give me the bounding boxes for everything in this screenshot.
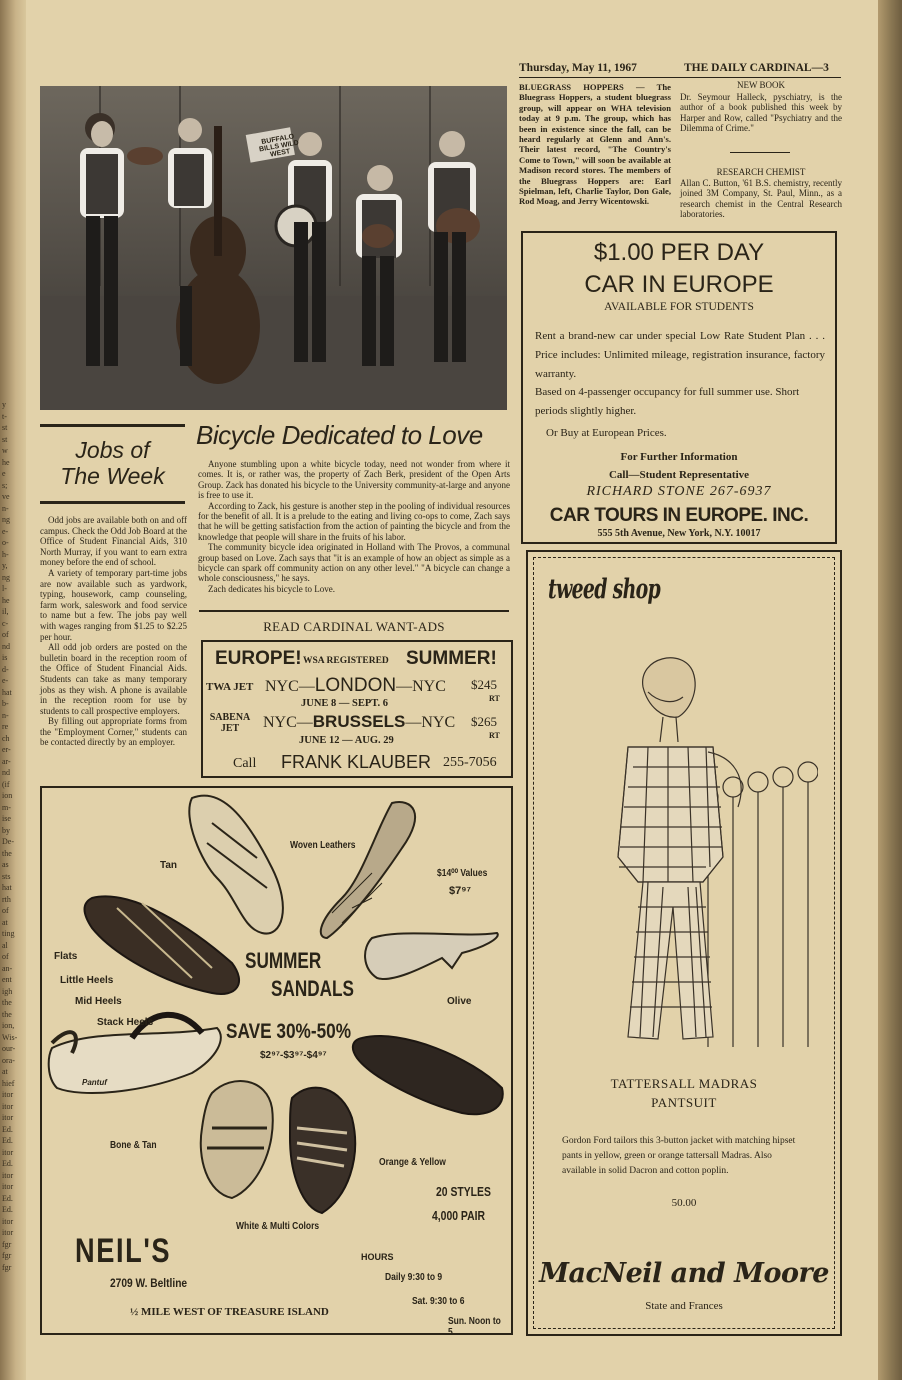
bluegrass-caption [519, 82, 671, 207]
bicycle-p1: Anyone stumbling upon a white bicycle today, need not wonder from where it comes. It is, or rather was, the property of Zach Berk, president of the Open Arts Group. Zack has donated his bicycle to the University community-at-large and anyone is free to use it. [198, 459, 510, 501]
edge-fragment: the [2, 1009, 12, 1019]
sabena-line-2: JET [220, 723, 240, 734]
label-little-heels: Little Heels [60, 975, 114, 986]
bicycle-p2: According to Zack, his gesture is another step in the pooling of individual resources for the benefit of all. It is a prelude to the eating and living co-ops to come, Zach says that he will be getting satisfaction from the action of painting the bicycle and from the knowledge that people will share in the fruits of his labor. [198, 500, 510, 542]
edge-fragment: ting [2, 929, 15, 938]
bluegrass-photo [40, 86, 507, 410]
car-address: 555 5th Avenue, New York, N.Y. 10017 [597, 528, 761, 539]
edge-fragment: fgr [2, 1251, 12, 1260]
brand-label: Pantuf [82, 1078, 107, 1087]
edge-fragment: itor [2, 1182, 14, 1191]
edge-fragment: itor [2, 1101, 14, 1111]
label-olive: Olive [447, 996, 472, 1007]
edge-fragment: (if [2, 779, 10, 789]
route-brussels-from: NYC— [263, 714, 313, 731]
edge-fragment: e- [2, 676, 9, 685]
twa-label: TWA JET [206, 681, 254, 693]
jobs-title-line-1: Jobs of [75, 437, 150, 463]
edge-fragment: the [2, 998, 12, 1007]
edge-fragment: itor [2, 1216, 14, 1226]
edge-fragment: hat [2, 883, 12, 892]
edge-fragment: fgr [2, 1262, 12, 1272]
rt-london: RT [489, 694, 500, 703]
product-description: Gordon Ford tailors this 3-button jacket with matching hipset pants in yellow, green or orange tattersall Madras. Also available in solid Dacron and cotton poplin. [562, 1136, 796, 1176]
edge-fragment: by [2, 825, 10, 835]
label-stack-heels: Stack Heels [97, 1017, 154, 1028]
label-mid-heels: Mid Heels [75, 996, 122, 1007]
rt-brussels: RT [489, 731, 500, 740]
edge-fragment: itor [2, 1147, 14, 1157]
edge-fragment: c- [2, 618, 9, 628]
edge-fragment: itor [2, 1228, 14, 1237]
hours-label: HOURS [361, 1252, 394, 1262]
edge-fragment: of [2, 630, 9, 639]
edge-fragment: er- [2, 745, 11, 754]
edge-fragment: at [2, 1067, 8, 1076]
edge-fragment: hief [2, 1078, 15, 1088]
edge-fragment: e [2, 469, 6, 478]
car-available: AVAILABLE FOR STUDENTS [604, 301, 754, 313]
label-tan: Tan [160, 860, 178, 871]
car-info-1: For Further Information [620, 451, 738, 463]
edge-fragment: Ed. [2, 1124, 13, 1134]
edge-fragment: n- [2, 710, 9, 720]
car-headline-1: $1.00 PER DAY [593, 239, 765, 266]
jobs-body [40, 515, 187, 748]
bluegrass-title: BLUEGRASS HOPPERS [519, 82, 624, 92]
edge-fragment: ise [2, 814, 11, 823]
car-info-2: Call—Student Representative [608, 469, 750, 481]
edge-fragment: sts [2, 871, 11, 881]
photo-sign-text: BUFFALO BILLS WILD WEST [258, 133, 300, 159]
edge-fragment: he [2, 595, 10, 605]
car-rep: RICHARD STONE 267-6937 [586, 484, 772, 499]
route-brussels-dest: BRUSSELS [312, 712, 406, 731]
edge-fragment: y [2, 400, 6, 409]
edge-fragment: ng [2, 515, 10, 524]
save-heading: SAVE 30%-50% [226, 1020, 352, 1043]
route-london-dest: LONDON [314, 675, 397, 696]
jobs-p4: By filling out appropriate forms from the "Employment Corner," students can be contacted directly by an employer. [40, 716, 187, 748]
edge-fragment: as [2, 860, 9, 869]
edge-fragment: Ed. [2, 1193, 13, 1203]
sandals-heading: SANDALS [271, 976, 354, 1001]
store-location-tweed: State and Frances [645, 1300, 723, 1312]
label-orange-yellow: Orange & Yellow [379, 1157, 446, 1168]
masthead: THE DAILY CARDINAL—3 [684, 62, 829, 74]
label-price-main: $7⁹⁷ [449, 885, 471, 897]
edge-fragment: itor [2, 1170, 14, 1180]
route-london [265, 675, 446, 697]
label-bone-tan: Bone & Tan [110, 1140, 157, 1151]
agent-name: FRANK KLAUBER [281, 752, 432, 772]
jobs-p3: All odd job orders are posted on the bulletin board in the reception room of the Office of Student Financial Aids. Students can take as many temporary jobs as they wish. A phone is available in the reception room for use by students to call prospective employers. [40, 642, 187, 716]
route-brussels-back: —NYC [405, 714, 456, 731]
bicycle-headline: Bicycle Dedicated to Love [196, 420, 483, 450]
edge-fragment: ent [2, 975, 12, 984]
styles-count: 20 STYLES [436, 1184, 491, 1199]
product-price: 50.00 [671, 1197, 697, 1209]
edge-fragment: ng [2, 572, 10, 582]
edge-fragment: itor [2, 1090, 14, 1099]
neils-sandals-ad [40, 786, 513, 1338]
edge-fragment: e- [2, 526, 9, 536]
edge-fragment: d- [2, 664, 9, 674]
jobs-rule-bottom [40, 501, 185, 504]
store-name-macneil: MacNeil and Moore [539, 1258, 829, 1289]
jobs-p2: A variety of temporary part-time jobs are now available such as yardwork, typing, housework, camp counseling, farm work, saleswork and food service to name but a few. The jobs pay well with wages ranging from $1.25 to $2.25 per hour. [40, 567, 187, 642]
route-london-from: NYC— [265, 678, 315, 695]
edge-fragment: ar- [2, 756, 11, 766]
edge-fragment: the [2, 848, 12, 858]
edge-fragment: Ed. [2, 1205, 13, 1214]
price-brussels: $265 [471, 714, 497, 729]
edge-fragment: ora- [2, 1055, 15, 1065]
edge-fragment: o- [2, 538, 9, 547]
edge-fragment: nd [2, 641, 10, 651]
label-white-multi: White & Multi Colors [236, 1221, 320, 1232]
binding-right [878, 0, 902, 1380]
jobs-p1: Odd jobs are available both on and off campus. Check the Odd Job Board at the Office of Student Financial Aids, 310 North Murray, if you want to earn extra money before the end of school. [40, 515, 187, 568]
edge-fragment: n- [2, 503, 9, 513]
summer-label: SUMMER! [406, 648, 497, 669]
label-flats: Flats [54, 951, 78, 962]
store-name: NEIL'S [75, 1232, 172, 1270]
price-london: $245 [471, 677, 497, 692]
edge-fragment: t- [2, 411, 7, 421]
edge-fragment: is [2, 653, 8, 662]
tweed-shop-ad [526, 550, 842, 1336]
label-values: $14⁰⁰ Values [437, 868, 488, 879]
bicycle-p4: Zach dedicates his bicycle to Love. [208, 583, 335, 594]
dates-brussels: JUNE 12 — AUG. 29 [299, 735, 394, 746]
call-label: Call [233, 756, 257, 771]
edge-fragment: rth [2, 894, 11, 904]
edge-fragment: Ed. [2, 1159, 13, 1168]
edge-fragment: s; [2, 480, 8, 490]
want-ads-rule [199, 610, 509, 612]
research-title: RESEARCH CHEMIST [716, 167, 806, 177]
jobs-title [40, 437, 185, 489]
edge-fragment: ve [2, 492, 10, 501]
product-name-2: PANTSUIT [651, 1095, 717, 1110]
edge-fragment: of [2, 906, 9, 915]
divider [730, 152, 790, 153]
edge-fragment: of [2, 952, 9, 961]
edge-fragment: w [2, 446, 8, 455]
route-london-back: —NYC [396, 678, 446, 695]
edge-fragment: hat [2, 687, 12, 697]
edge-fragment: b- [2, 699, 9, 708]
edge-fragment: Ed. [2, 1136, 13, 1145]
research-text: Allan C. Button, '61 B.S. chemistry, recently joined 3M Company, St. Paul, Minn., as a research chemist in the Central Research laboratories. [680, 178, 842, 220]
edge-fragment: our- [2, 1044, 16, 1053]
hours-daily: Daily 9:30 to 9 [385, 1272, 443, 1283]
car-p3: Or Buy at European Prices. [546, 427, 667, 439]
bicycle-body [198, 459, 510, 594]
edge-fragment: st [2, 434, 8, 444]
price-range: $2⁹⁷-$3⁹⁷-$4⁹⁷ [260, 1050, 327, 1061]
edge-fragment: Wis- [2, 1032, 18, 1042]
edge-fragment: itor [2, 1113, 14, 1122]
edge-fragment: nd [2, 768, 10, 777]
want-ads: READ CARDINAL WANT-ADS [263, 619, 445, 634]
edge-fragment: fgr [2, 1239, 12, 1249]
edge-fragment: an- [2, 963, 13, 973]
pantsuit-illustration [588, 647, 818, 1047]
jobs-rule-top [40, 424, 185, 427]
edge-fragment: ion [2, 791, 13, 800]
jobs-title-line-2: The Week [60, 463, 165, 489]
edge-fragment: l- [2, 584, 7, 593]
europe-label: EUROPE! [215, 648, 302, 669]
edge-fragment: re [2, 722, 9, 731]
europe-flight-ad [201, 640, 513, 778]
pairs-count: 4,000 PAIR [432, 1208, 485, 1223]
route-brussels [263, 712, 455, 732]
summer-heading: SUMMER [245, 948, 322, 973]
edge-fragment: igh [2, 986, 13, 996]
edge-fragment: De- [2, 837, 14, 846]
car-headline-2: CAR IN EUROPE [584, 271, 774, 298]
edge-fragment: ch [2, 733, 10, 743]
issue-date: Thursday, May 11, 1967 [519, 62, 637, 74]
bicycle-p3: The community bicycle idea originated in Holland with The Provos, a communal group based on Love. Zach says that "it is an example of how an object as simple as a bicycle can spark off community action on any other level." "A bicycle can change a whole consciousness," he says. [198, 542, 510, 584]
dates-london: JUNE 8 — SEPT. 6 [301, 698, 389, 709]
edge-fragment: ion, [2, 1021, 15, 1030]
edge-fragment: h- [2, 549, 9, 559]
label-woven: Woven Leathers [290, 840, 356, 851]
product-name-1: TATTERSALL MADRAS [610, 1076, 758, 1091]
wsa-label: WSA REGISTERED [303, 656, 389, 666]
new-book-title: NEW BOOK [736, 80, 786, 90]
bluegrass-text: — The Bluegrass Hoppers, a student bluegrass group, will appear on WHA television today at 9 p.m. The group, which has been in existence since the fall, can be heard regularly at Glenn and Ann's. Their latest record, "The Country's Come to Town," will soon be available at Madison record stores. The members of the Bluegrass Hoppers are: Earl Spielman, left, Charlie Taylor, Don Gale, Rod Moag, and Jerry Wicentowski. [519, 82, 672, 207]
edge-fragment: at [2, 917, 8, 927]
sabena-line-1: SABENA [209, 712, 251, 723]
sabena-label [205, 712, 255, 734]
hours-sat: Sat. 9:30 to 6 [412, 1296, 465, 1307]
edge-fragment: il, [2, 607, 9, 616]
edge-fragment: he [2, 457, 10, 467]
tweed-logo: tweed shop [548, 574, 661, 605]
store-address: 2709 W. Beltline [110, 1276, 188, 1290]
edge-fragment: st [2, 423, 8, 432]
car-p2: Based on 4-passenger occupancy for full summer use. Short periods slightly higher. [535, 386, 800, 417]
store-location: ½ MILE WEST OF TREASURE ISLAND [130, 1306, 329, 1318]
agent-phone: 255-7056 [443, 755, 497, 770]
header-rule [519, 77, 841, 78]
hours-sun: Sun. Noon to 5 [448, 1316, 501, 1338]
car-company: CAR TOURS IN EUROPE. INC. [549, 505, 809, 526]
car-europe-ad [521, 231, 837, 544]
edge-fragment: y, [2, 561, 8, 570]
edge-fragment: al [2, 940, 8, 950]
car-p1: Rent a brand-new car under special Low Rate Student Plan . . . Price includes: Unlimited mileage, registration insurance, factory warranty. [535, 330, 825, 380]
edge-fragment: m- [2, 802, 11, 812]
new-book-text: Dr. Seymour Halleck, pyschiatry, is the author of a book published this week by Harper and Row, called "Psychiatry and the Dilemma of Crime." [680, 92, 842, 134]
